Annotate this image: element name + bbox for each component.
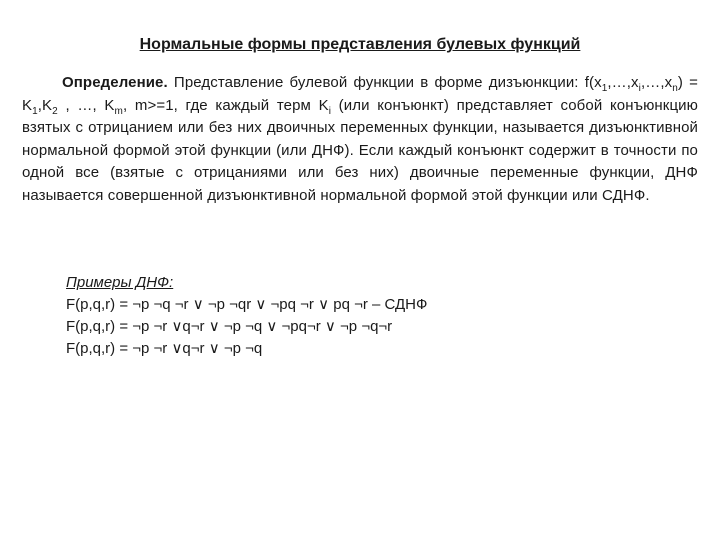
definition-text: ) = K bbox=[22, 74, 698, 114]
definition-text: ,K bbox=[37, 96, 53, 114]
subscript: i bbox=[328, 105, 332, 117]
formula-line: F(p,q,r) = ¬p ¬r ∨q¬r ∨ ¬p ¬q bbox=[66, 340, 263, 357]
definition-paragraph bbox=[22, 72, 698, 207]
definition-text: (или конъюнкт) представляет собой конъюнкцию взятых с отрицанием или без них двоичных переменных функции, называется дизъюнктивной нормальной формой этой функции (или ДНФ). Если каждый конъюнкт содержит в точности по одной все (взятые с отрицаниями или без них) двоичные переменные функции, ДНФ называется совершенной дизъюнктивной нормальной формой этой функции или СДНФ. bbox=[22, 96, 698, 204]
definition-text: , m>=1, где каждый терм K bbox=[122, 96, 329, 114]
examples-title: Примеры ДНФ: bbox=[66, 274, 174, 291]
formula-line: F(p,q,r) = ¬p ¬q ¬r ∨ ¬p ¬qr ∨ ¬pq ¬r ∨ pq ¬r – СДНФ bbox=[66, 296, 428, 313]
subscript: 1 bbox=[32, 105, 38, 117]
definition-text: , …, K bbox=[57, 96, 115, 114]
definition-text: ,…,x bbox=[607, 74, 639, 91]
definition-term: Определение. bbox=[62, 74, 168, 91]
examples-block bbox=[66, 272, 666, 360]
page-title: Нормальные формы представления булевых функций bbox=[139, 36, 581, 53]
subscript: n bbox=[672, 83, 678, 94]
subscript: i bbox=[638, 83, 641, 94]
definition-text: Представление булевой функции в форме дизъюнкции: f(x bbox=[167, 74, 602, 91]
formula-line: F(p,q,r) = ¬p ¬r ∨q¬r ∨ ¬p ¬q ∨ ¬pq¬r ∨ ¬p ¬q¬r bbox=[66, 318, 393, 335]
subscript: 2 bbox=[52, 105, 58, 117]
subscript: 1 bbox=[601, 83, 608, 94]
subscript: m bbox=[114, 105, 123, 117]
definition-text: ,…,x bbox=[640, 74, 673, 91]
